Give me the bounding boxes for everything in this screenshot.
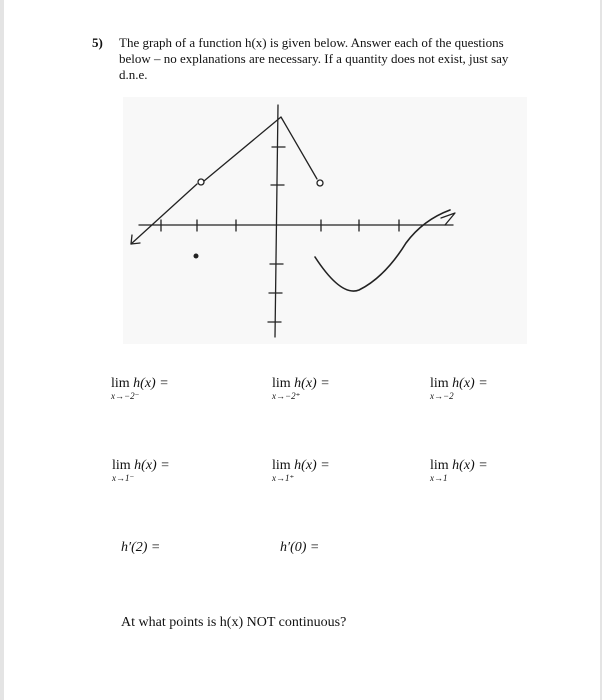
x-axis-arrowhead	[441, 213, 455, 225]
limit-expression: h(x) =	[452, 458, 488, 473]
limit-expression: h(x) =	[294, 376, 330, 391]
limit-subscript: x→−2⁻	[111, 391, 140, 401]
lim-word: lim	[112, 458, 131, 473]
right-branch-curve	[315, 210, 450, 291]
limit-right-1	[272, 458, 330, 483]
function-graph	[123, 97, 527, 344]
limit-expression: h(x) =	[294, 458, 330, 473]
limit-subscript: x→1	[430, 473, 448, 483]
limit-subscript: x→−2	[430, 391, 454, 401]
lim-word: lim	[111, 376, 130, 391]
lim-word: lim	[430, 458, 449, 473]
limit-subscript: x→1⁻	[112, 473, 135, 483]
limit-subscript: x→1⁺	[272, 473, 295, 483]
lim-word: lim	[272, 376, 291, 391]
derivative-at-0: h′(0) =	[280, 540, 320, 555]
middle-branch-curve	[204, 117, 317, 181]
filled-point	[194, 254, 199, 259]
limit-expression: h(x) =	[133, 376, 169, 391]
lim-word: lim	[272, 458, 291, 473]
limit-subscript: x→−2⁺	[272, 391, 301, 401]
worksheet-page	[4, 0, 600, 700]
y-axis	[275, 105, 278, 337]
limit-two-sided-1	[430, 458, 488, 483]
limit-right-minus-2	[272, 376, 330, 401]
limit-two-sided-minus-2	[430, 376, 488, 401]
limit-expression: h(x) =	[452, 376, 488, 391]
limit-expression: h(x) =	[134, 458, 170, 473]
limit-left-minus-2	[111, 376, 169, 401]
continuity-question: At what points is h(x) NOT continuous?	[121, 615, 347, 630]
derivative-at-2: h′(2) =	[121, 540, 161, 555]
open-point-right	[317, 180, 323, 186]
problem-statement: The graph of a function h(x) is given below. Answer each of the questions below – no explanations are necessary. If a quantity does not exist, just say d.n.e.	[119, 35, 509, 82]
open-point-left	[198, 179, 204, 185]
limit-left-1	[112, 458, 170, 483]
left-branch-curve	[131, 184, 197, 244]
lim-word: lim	[430, 376, 449, 391]
problem-number: 5)	[92, 35, 103, 50]
graph-sketch	[123, 97, 527, 344]
